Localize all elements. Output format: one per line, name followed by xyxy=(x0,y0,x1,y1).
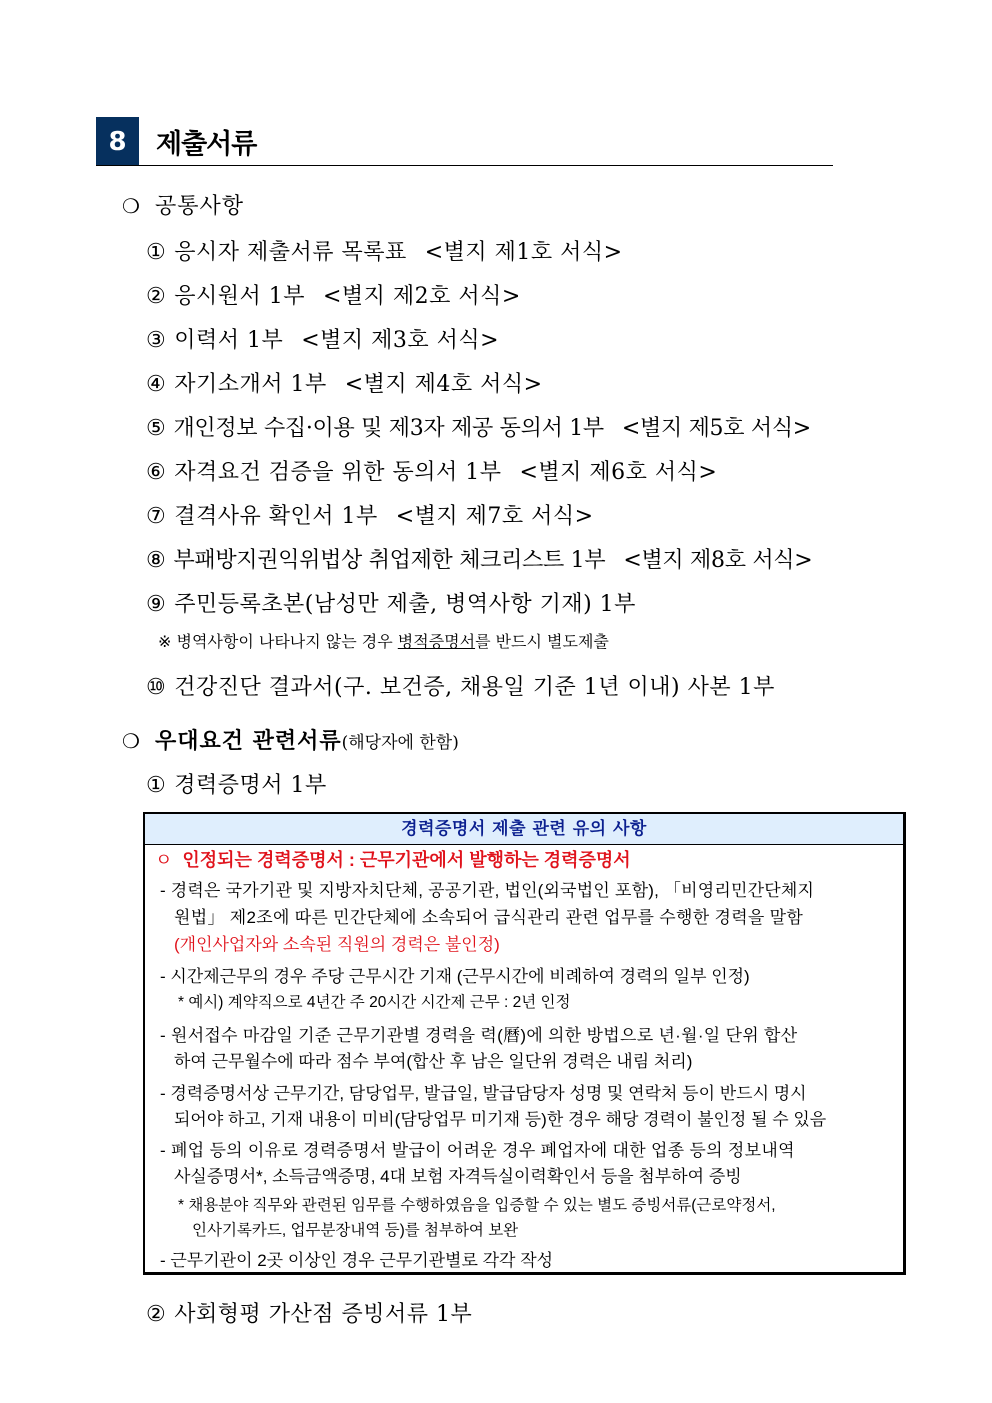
list-item: ⑤ 개인정보 수집·이용 및 제3자 제공 동의서 1부 <별지 제5호 서식> xyxy=(146,416,811,441)
notice-footnote: * 채용분야 직무와 관련된 임무를 수행하였음을 입증할 수 있는 별도 증빙서류(근로약정서, xyxy=(178,1197,776,1214)
section-title: 제출서류 xyxy=(156,129,257,160)
hollow-circle-bullet-icon: ❍ xyxy=(122,194,141,218)
list-item: ⑥ 자격요건 검증을 위한 동의서 1부 <별지 제6호 서식> xyxy=(146,460,718,485)
list-item: ② 응시원서 1부 <별지 제2호 서식> xyxy=(146,284,521,309)
notice-line: 사실증명서*, 소득금액증명, 4대 보험 자격득실이력확인서 등을 첨부하여 증빙 xyxy=(174,1167,742,1186)
notice-headline: ㅇ 인정되는 경력증명서 : 근무기관에서 발행하는 경력증명서 xyxy=(155,850,631,870)
notice-box-title: 경력증명서 제출 관련 유의 사항 xyxy=(145,814,903,845)
common-heading: ❍ 공통사항 xyxy=(122,194,244,219)
reference-mark-icon: ※ xyxy=(158,632,172,651)
list-item: ① 응시자 제출서류 목록표 <별지 제1호 서식> xyxy=(146,240,623,265)
notice-footnote: * 예시) 계약직으로 4년간 주 20시간 시간제 근무 : 2년 인정 xyxy=(178,994,571,1011)
underlined-document-name: 병적증명서 xyxy=(397,632,476,651)
list-item: ① 경력증명서 1부 xyxy=(146,773,327,798)
notice-line: - 폐업 등의 이유로 경력증명서 발급이 어려운 경우 폐업자에 대한 업종 등의 정보내역 xyxy=(160,1141,795,1160)
list-item: ⑧ 부패방지권익위법상 취업제한 체크리스트 1부 <별지 제8호 서식> xyxy=(146,548,813,573)
notice-line: - 원서접수 마감일 기준 근무기관별 경력을 력(曆)에 의한 방법으로 년·월·일 단위 합산 xyxy=(160,1026,798,1045)
notice-line-emphasis: (개인사업자와 소속된 직원의 경력은 불인정) xyxy=(174,935,500,954)
notice-line: 하여 근무월수에 따라 점수 부여(합산 후 남은 일단위 경력은 내림 처리) xyxy=(174,1052,693,1071)
notice-footnote: 인사기록카드, 업무분장내역 등)를 첨부하여 보완 xyxy=(192,1222,519,1239)
hollow-circle-bullet-icon: ❍ xyxy=(122,729,141,753)
notice-line: - 경력은 국가기관 및 지방자치단체, 공공기관, 법인(외국법인 포함), 「비영리민간단체지 xyxy=(160,881,815,900)
list-item: ⑦ 결격사유 확인서 1부 <별지 제7호 서식> xyxy=(146,504,594,529)
list-item: ⑩ 건강진단 결과서(구. 보건증, 채용일 기준 1년 이내) 사본 1부 xyxy=(146,675,775,700)
notice-line: - 경력증명서상 근무기간, 담당업무, 발급일, 발급담당자 성명 및 연락처 등이 반드시 명시 xyxy=(160,1084,807,1103)
section-number-badge: 8 xyxy=(96,117,139,166)
small-circle-bullet-icon: ㅇ xyxy=(155,850,173,870)
list-item: ⑨ 주민등록초본(남성만 제출, 병역사항 기재) 1부 xyxy=(146,592,636,617)
notice-line: 되어야 하고, 기재 내용이 미비(담당업무 미기재 등)한 경우 해당 경력이 불인정 될 수 있음 xyxy=(174,1110,827,1129)
notice-line: - 근무기관이 2곳 이상인 경우 근무기관별로 각각 작성 xyxy=(160,1251,554,1270)
military-record-note: ※ 병역사항이 나타나지 않는 경우 병적증명서를 반드시 별도제출 xyxy=(158,632,609,651)
list-item: ③ 이력서 1부 <별지 제3호 서식> xyxy=(146,328,500,353)
list-item: ② 사회형평 가산점 증빙서류 1부 xyxy=(146,1302,473,1327)
section-divider xyxy=(96,165,833,166)
list-item: ④ 자기소개서 1부 <별지 제4호 서식> xyxy=(146,372,543,397)
preferential-heading: ❍ 우대요건 관련서류(해당자에 한함) xyxy=(122,728,459,754)
notice-line: - 시간제근무의 경우 주당 근무시간 기재 (근무시간에 비례하여 경력의 일부 인정) xyxy=(160,967,750,986)
notice-line: 원법」 제2조에 따른 민간단체에 소속되어 급식관리 관련 업무를 수행한 경력을 말함 xyxy=(174,908,804,927)
